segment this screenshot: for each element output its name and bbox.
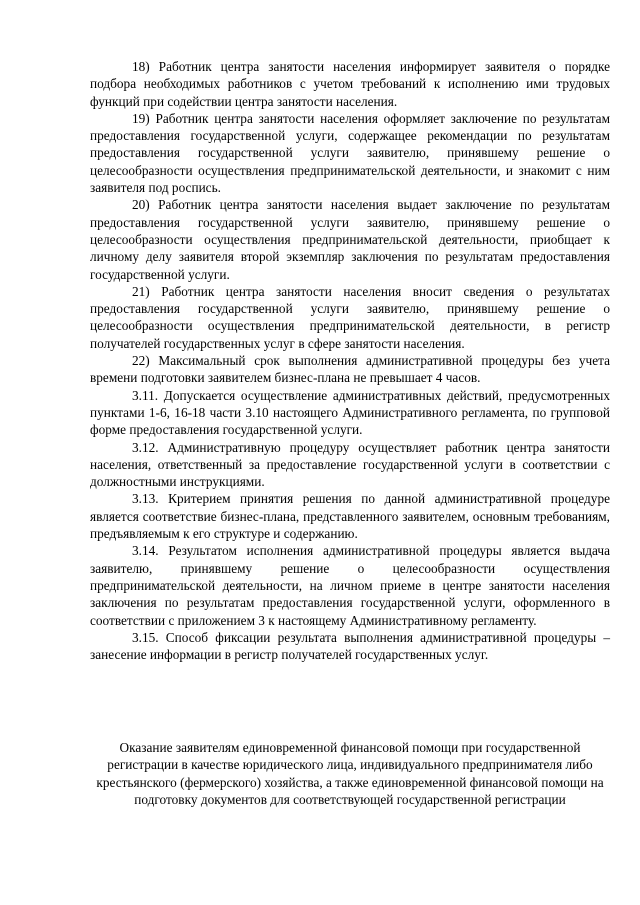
paragraph-18: 18) Работник центра занятости населения информирует заявителя о порядке подбора необходимых работников с учетом требований к исполнению ими трудовых функций при содействии центра занятости населения. [90,59,610,109]
paragraph-20: 20) Работник центра занятости населения выдает заключение по результатам предоставления государственной услуги заявителю, принявшему решение о целесообразности осуществления предпринимательской деятельности, приобщает к личному делу заявителя второй экземпляр заключения по результатам предоставления государственной услуги. [90,197,610,282]
paragraph-3-15: 3.15. Способ фиксации результата выполнения административной процедуры – занесение информации в регистр получателей государственных услуг. [90,629,610,663]
paragraph-21: 21) Работник центра занятости населения вносит сведения о результатах предоставления государственной услуги заявителю, принявшему решение о целесообразности осуществления предпринимательской деятельности, в регистр получателей государственных услуг в сфере занятости населения. [90,283,610,351]
section-heading: Оказание заявителям единовременной финансовой помощи при государственной регистрации в качестве юридического лица, индивидуального предпринимателя либо крестьянского (фермерского) хозяйства, а также единовременной финансовой помощи на подготовку документов для соответствующей государственной регистрации [96,740,604,807]
paragraph-3-13: 3.13. Критерием принятия решения по данной административной процедуре является соответствие бизнес-плана, представленного заявителем, основным требованиям, предъявляемым к его структуре и содержанию. [90,491,610,542]
body-text [90,58,610,663]
paragraph-3-14: 3.14. Результатом исполнения административной процедуры является выдача заявителю, принявшему решение о целесообразности осуществления предпринимательской деятельности, на личном приеме в центре занятости населения заключения по результатам предоставления государственной услуги, оформленного в соответствии с приложением 3 к настоящему Административному регламенту. [90,543,610,628]
paragraph-3-11: 3.11. Допускается осуществление административных действий, предусмотренных пунктами 1-6, 16-18 части 3.10 настоящего Административного регламента, по групповой форме предоставления государственной услуги. [90,387,610,438]
paragraph-22: 22) Максимальный срок выполнения административной процедуры без учета времени подготовки заявителем бизнес-плана не превышает 4 часов. [90,353,610,386]
paragraph-19: 19) Работник центра занятости населения оформляет заключение по результатам предоставления государственной услуги, содержащее рекомендации по результатам предоставления государственной услуги заявителю, принявшему решение о целесообразности осуществления предпринимательской деятельности, и знакомит с ним заявителя под роспись. [90,110,610,196]
paragraph-3-12: 3.12. Административную процедуру осуществляет работник центра занятости населения, ответственный за предоставление государственной услуги в соответствии с должностными инструкциями. [90,439,610,490]
